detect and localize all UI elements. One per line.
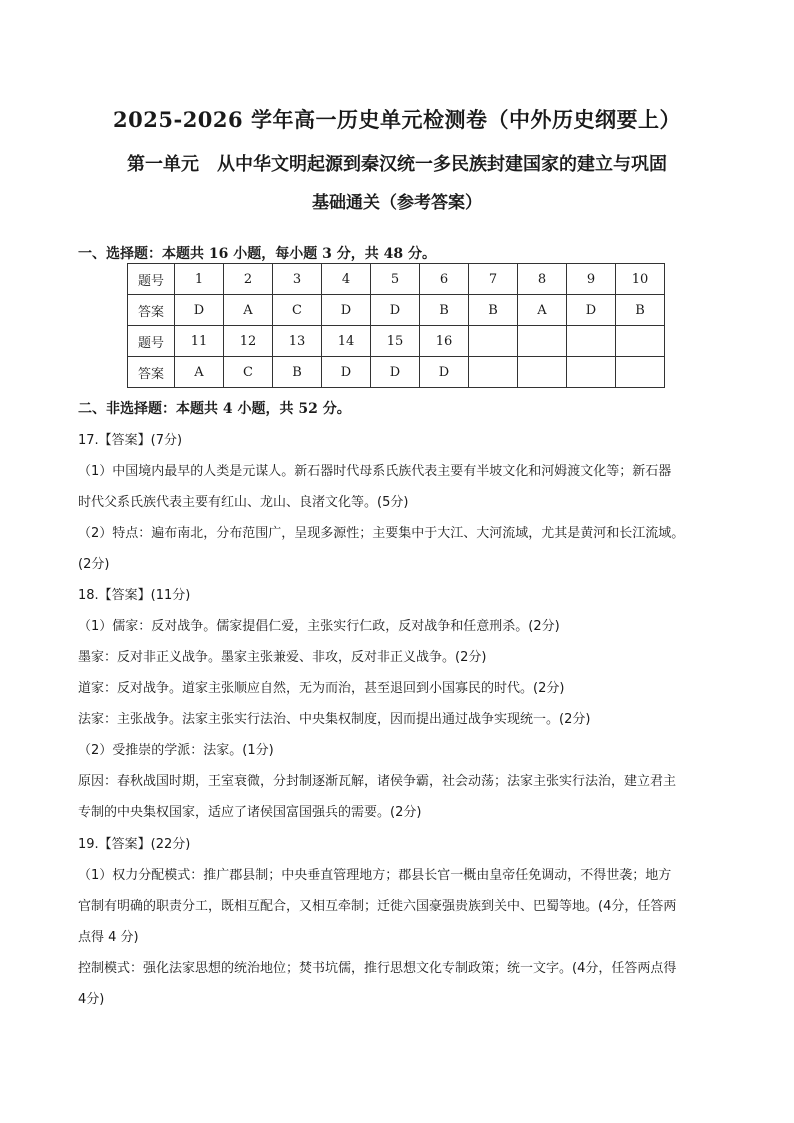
answer-text-line: 控制模式：强化法家思想的统治地位；焚书坑儒，推行思想文化专制政策；统一文字。(4分，任答两点得	[78, 961, 677, 976]
answer-text-line: （2）特点：遍布南北，分布范围广，呈现多源性；主要集中于大江、大河流域，尤其是黄河和长江流域。	[78, 526, 685, 541]
table-cell: 11	[175, 326, 224, 357]
table-cell	[469, 357, 518, 388]
table-cell: 1	[175, 264, 224, 295]
answer-text-line: 官制有明确的职责分工，既相互配合，又相互牵制；迁徙六国豪强贵族到关中、巴蜀等地。(4分，任答两	[78, 899, 677, 914]
answer-row	[128, 357, 665, 388]
document-title: 2025-2026 学年高一历史单元检测卷（中外历史纲要上）	[113, 107, 681, 132]
table-cell: B	[273, 357, 322, 388]
answer-text-line: （1）儒家：反对战争。儒家提倡仁爱，主张实行仁政，反对战争和任意刑杀。(2分)	[78, 619, 560, 634]
answer-text-line: 墨家：反对非正义战争。墨家主张兼爱、非攻，反对非正义战争。(2分)	[78, 650, 487, 665]
table-cell: 10	[616, 264, 665, 295]
table-cell: 2	[224, 264, 273, 295]
table-cell	[567, 357, 616, 388]
table-cell: A	[224, 295, 273, 326]
table-cell	[567, 326, 616, 357]
answer-text-line: （2）受推崇的学派：法家。(1分)	[78, 743, 274, 758]
section-2-heading: 二、非选择题：本题共 4 小题，共 52 分。	[78, 401, 351, 417]
answer-text-line: (2分)	[78, 557, 110, 572]
answer-text-line: 道家：反对战争。道家主张顺应自然，无为而治，甚至退回到小国寡民的时代。(2分)	[78, 681, 565, 696]
answer-text-line: （1）权力分配模式：推广郡县制；中央垂直管理地方；郡县长官一概由皇帝任免调动，不得世袭；地方	[78, 868, 672, 883]
table-cell	[469, 326, 518, 357]
table-cell: A	[518, 295, 567, 326]
answer-text-line: 4分)	[78, 992, 105, 1007]
table-cell: D	[567, 295, 616, 326]
section-1-heading: 一、选择题：本题共 16 小题，每小题 3 分，共 48 分。	[78, 246, 436, 262]
answer-text-line: 18.【答案】(11分)	[78, 588, 191, 603]
question-number-row	[128, 264, 665, 295]
table-cell: D	[420, 357, 469, 388]
table-cell: 6	[420, 264, 469, 295]
table-cell: B	[420, 295, 469, 326]
answer-text-line: 法家：主张战争。法家主张实行法治、中央集权制度，因而提出通过战争实现统一。(2分)	[78, 712, 591, 727]
table-cell	[616, 326, 665, 357]
table-cell: C	[273, 295, 322, 326]
answer-text-line: 19.【答案】(22分)	[78, 837, 191, 852]
row-header-cell: 题号	[128, 326, 175, 357]
answer-row	[128, 295, 665, 326]
table-cell: 14	[322, 326, 371, 357]
table-cell	[616, 357, 665, 388]
table-cell: 4	[322, 264, 371, 295]
answer-text-line: 17.【答案】(7分)	[78, 433, 183, 448]
answer-text-line: 时代父系氏族代表主要有红山、龙山、良渚文化等。(5分)	[78, 495, 409, 510]
answer-text-line: 点得 4 分)	[78, 930, 139, 945]
question-number-row	[128, 326, 665, 357]
table-cell: 16	[420, 326, 469, 357]
row-header-cell: 答案	[128, 295, 175, 326]
table-cell: D	[322, 357, 371, 388]
answer-text-line: （1）中国境内最早的人类是元谋人。新石器时代母系氏族代表主要有半坡文化和河姆渡文化等；新石器	[78, 464, 672, 479]
table-cell: B	[616, 295, 665, 326]
table-cell: 15	[371, 326, 420, 357]
unit-title: 第一单元 从中华文明起源到秦汉统一多民族封建国家的建立与巩固	[127, 154, 667, 175]
table-cell: 5	[371, 264, 420, 295]
document-subtitle: 基础通关（参考答案）	[312, 193, 482, 213]
table-cell	[518, 357, 567, 388]
table-cell: A	[175, 357, 224, 388]
table-cell	[518, 326, 567, 357]
answer-table	[127, 263, 665, 388]
table-cell: C	[224, 357, 273, 388]
table-cell: 3	[273, 264, 322, 295]
table-cell: 7	[469, 264, 518, 295]
table-cell: B	[469, 295, 518, 326]
table-cell: D	[371, 357, 420, 388]
table-cell: D	[322, 295, 371, 326]
table-cell: 12	[224, 326, 273, 357]
table-cell: 8	[518, 264, 567, 295]
answer-text-line: 专制的中央集权国家，适应了诸侯国富国强兵的需要。(2分)	[78, 805, 422, 820]
row-header-cell: 题号	[128, 264, 175, 295]
row-header-cell: 答案	[128, 357, 175, 388]
table-cell: 9	[567, 264, 616, 295]
answer-text-line: 原因：春秋战国时期，王室衰微，分封制逐渐瓦解，诸侯争霸，社会动荡；法家主张实行法治，建立君主	[78, 774, 677, 789]
table-cell: 13	[273, 326, 322, 357]
table-cell: D	[371, 295, 420, 326]
table-cell: D	[175, 295, 224, 326]
